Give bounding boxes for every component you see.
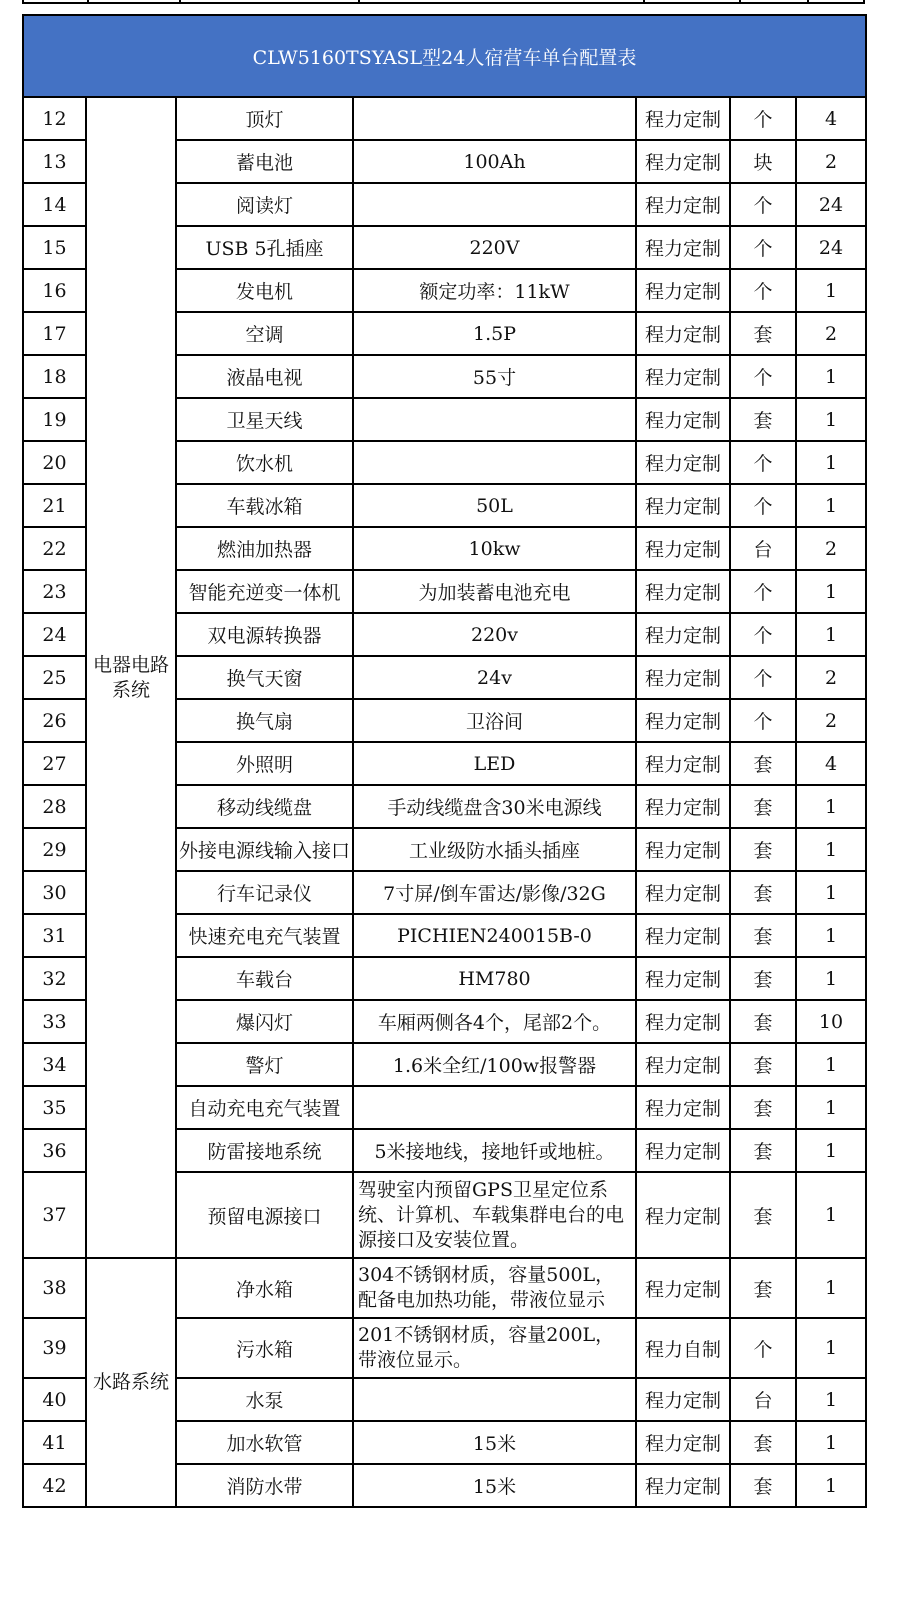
item-spec: 220v: [353, 613, 636, 656]
item-qty: 4: [796, 97, 866, 140]
item-name: 净水箱: [176, 1258, 353, 1318]
item-spec: 220V: [353, 226, 636, 269]
row-number: 19: [23, 398, 86, 441]
item-spec: 为加装蓄电池充电: [353, 570, 636, 613]
item-brand: 程力定制: [636, 1258, 730, 1318]
item-unit: 个: [730, 484, 796, 527]
item-qty: 1: [796, 398, 866, 441]
item-qty: 1: [796, 1378, 866, 1421]
item-brand: 程力自制: [636, 1318, 730, 1378]
previous-table-edge: [22, 0, 865, 4]
item-spec: [353, 398, 636, 441]
row-number: 20: [23, 441, 86, 484]
item-spec: [353, 1086, 636, 1129]
item-unit: 个: [730, 183, 796, 226]
item-name: 空调: [176, 312, 353, 355]
item-qty: 1: [796, 1318, 866, 1378]
item-qty: 1: [796, 828, 866, 871]
row-number: 35: [23, 1086, 86, 1129]
item-brand: 程力定制: [636, 742, 730, 785]
item-unit: 套: [730, 742, 796, 785]
item-spec: 驾驶室内预留GPS卫星定位系统、计算机、车载集群电台的电源接口及安装位置。: [353, 1172, 636, 1258]
row-number: 15: [23, 226, 86, 269]
item-spec: 24v: [353, 656, 636, 699]
row-number: 17: [23, 312, 86, 355]
item-brand: 程力定制: [636, 484, 730, 527]
item-unit: 套: [730, 1086, 796, 1129]
item-spec: 1.5P: [353, 312, 636, 355]
item-qty: 1: [796, 1043, 866, 1086]
item-brand: 程力定制: [636, 957, 730, 1000]
row-number: 27: [23, 742, 86, 785]
config-table-wrapper: [22, 14, 865, 1508]
row-number: 29: [23, 828, 86, 871]
item-qty: 4: [796, 742, 866, 785]
row-number: 40: [23, 1378, 86, 1421]
item-spec: 15米: [353, 1464, 636, 1507]
item-name: 污水箱: [176, 1318, 353, 1378]
item-name: 智能充逆变一体机: [176, 570, 353, 613]
item-brand: 程力定制: [636, 269, 730, 312]
item-brand: 程力定制: [636, 914, 730, 957]
item-spec: [353, 183, 636, 226]
item-spec: 55寸: [353, 355, 636, 398]
item-brand: 程力定制: [636, 1464, 730, 1507]
row-number: 23: [23, 570, 86, 613]
item-brand: 程力定制: [636, 398, 730, 441]
table-row: [23, 97, 866, 140]
item-qty: 1: [796, 484, 866, 527]
item-spec: 15米: [353, 1421, 636, 1464]
item-brand: 程力定制: [636, 1086, 730, 1129]
item-unit: 台: [730, 1378, 796, 1421]
row-number: 26: [23, 699, 86, 742]
item-name: 外照明: [176, 742, 353, 785]
item-name: 快速充电充气装置: [176, 914, 353, 957]
item-spec: PICHIEN240015B-0: [353, 914, 636, 957]
item-name: 液晶电视: [176, 355, 353, 398]
item-qty: 1: [796, 1172, 866, 1258]
item-unit: 个: [730, 656, 796, 699]
item-brand: 程力定制: [636, 613, 730, 656]
row-number: 25: [23, 656, 86, 699]
item-brand: 程力定制: [636, 1378, 730, 1421]
item-unit: 个: [730, 570, 796, 613]
item-spec: 1.6米全红/100w报警器: [353, 1043, 636, 1086]
item-brand: 程力定制: [636, 656, 730, 699]
item-spec: 5米接地线，接地钎或地桩。: [353, 1129, 636, 1172]
item-spec: 卫浴间: [353, 699, 636, 742]
item-name: 换气天窗: [176, 656, 353, 699]
item-spec: [353, 97, 636, 140]
item-spec: 工业级防水插头插座: [353, 828, 636, 871]
row-number: 13: [23, 140, 86, 183]
config-table: [22, 14, 867, 1508]
item-qty: 1: [796, 914, 866, 957]
item-name: 预留电源接口: [176, 1172, 353, 1258]
item-name: 移动线缆盘: [176, 785, 353, 828]
item-unit: 个: [730, 226, 796, 269]
item-name: 饮水机: [176, 441, 353, 484]
item-unit: 套: [730, 1258, 796, 1318]
item-name: 燃油加热器: [176, 527, 353, 570]
item-name: 换气扇: [176, 699, 353, 742]
row-number: 38: [23, 1258, 86, 1318]
item-unit: 个: [730, 441, 796, 484]
item-qty: 1: [796, 1464, 866, 1507]
item-qty: 1: [796, 1421, 866, 1464]
item-brand: 程力定制: [636, 1172, 730, 1258]
item-name: 自动充电充气装置: [176, 1086, 353, 1129]
item-unit: 块: [730, 140, 796, 183]
item-qty: 10: [796, 1000, 866, 1043]
item-unit: 套: [730, 1421, 796, 1464]
item-spec: 100Ah: [353, 140, 636, 183]
table-title: CLW5160TSYASL型24人宿营车单台配置表: [23, 15, 866, 97]
item-unit: 套: [730, 957, 796, 1000]
item-unit: 台: [730, 527, 796, 570]
item-brand: 程力定制: [636, 1129, 730, 1172]
group-water: 水路系统: [86, 1258, 176, 1507]
item-unit: 个: [730, 613, 796, 656]
item-brand: 程力定制: [636, 1000, 730, 1043]
item-name: 外接电源线输入接口: [176, 828, 353, 871]
row-number: 41: [23, 1421, 86, 1464]
item-qty: 1: [796, 613, 866, 656]
item-name: 车载台: [176, 957, 353, 1000]
item-unit: 个: [730, 699, 796, 742]
item-name: 加水软管: [176, 1421, 353, 1464]
item-unit: 套: [730, 312, 796, 355]
item-unit: 个: [730, 97, 796, 140]
item-spec: 50L: [353, 484, 636, 527]
item-brand: 程力定制: [636, 871, 730, 914]
item-name: 阅读灯: [176, 183, 353, 226]
item-spec: [353, 1378, 636, 1421]
item-brand: 程力定制: [636, 1421, 730, 1464]
item-name: 水泵: [176, 1378, 353, 1421]
item-name: 防雷接地系统: [176, 1129, 353, 1172]
item-name: 蓄电池: [176, 140, 353, 183]
row-number: 32: [23, 957, 86, 1000]
item-spec: LED: [353, 742, 636, 785]
item-spec: 201不锈钢材质，容量200L，带液位显示。: [353, 1318, 636, 1378]
item-name: USB 5孔插座: [176, 226, 353, 269]
item-unit: 个: [730, 1318, 796, 1378]
item-brand: 程力定制: [636, 828, 730, 871]
item-brand: 程力定制: [636, 355, 730, 398]
item-unit: 套: [730, 1129, 796, 1172]
item-brand: 程力定制: [636, 97, 730, 140]
item-qty: 1: [796, 1258, 866, 1318]
item-name: 爆闪灯: [176, 1000, 353, 1043]
item-name: 警灯: [176, 1043, 353, 1086]
table-row: [23, 1258, 866, 1318]
row-number: 36: [23, 1129, 86, 1172]
item-unit: 套: [730, 828, 796, 871]
item-qty: 1: [796, 871, 866, 914]
item-qty: 2: [796, 699, 866, 742]
row-number: 39: [23, 1318, 86, 1378]
item-qty: 1: [796, 785, 866, 828]
row-number: 12: [23, 97, 86, 140]
item-brand: 程力定制: [636, 785, 730, 828]
item-unit: 套: [730, 1172, 796, 1258]
item-unit: 套: [730, 398, 796, 441]
item-spec: 车厢两侧各4个，尾部2个。: [353, 1000, 636, 1043]
item-name: 双电源转换器: [176, 613, 353, 656]
item-unit: 套: [730, 1000, 796, 1043]
item-qty: 1: [796, 441, 866, 484]
item-spec: 手动线缆盘含30米电源线: [353, 785, 636, 828]
item-name: 发电机: [176, 269, 353, 312]
item-brand: 程力定制: [636, 140, 730, 183]
item-spec: 7寸屏/倒车雷达/影像/32G: [353, 871, 636, 914]
item-unit: 个: [730, 355, 796, 398]
item-unit: 套: [730, 871, 796, 914]
row-number: 14: [23, 183, 86, 226]
item-unit: 套: [730, 1043, 796, 1086]
item-qty: 1: [796, 570, 866, 613]
item-name: 消防水带: [176, 1464, 353, 1507]
item-brand: 程力定制: [636, 183, 730, 226]
item-brand: 程力定制: [636, 699, 730, 742]
item-spec: 304不锈钢材质，容量500L，配备电加热功能，带液位显示: [353, 1258, 636, 1318]
row-number: 24: [23, 613, 86, 656]
item-unit: 套: [730, 785, 796, 828]
group-electrical: 电器电路系统: [86, 97, 176, 1258]
item-qty: 2: [796, 527, 866, 570]
item-unit: 套: [730, 914, 796, 957]
item-qty: 1: [796, 1129, 866, 1172]
row-number: 31: [23, 914, 86, 957]
item-brand: 程力定制: [636, 441, 730, 484]
item-qty: 2: [796, 656, 866, 699]
item-spec: 10kw: [353, 527, 636, 570]
item-qty: 24: [796, 226, 866, 269]
item-brand: 程力定制: [636, 570, 730, 613]
item-qty: 2: [796, 312, 866, 355]
item-brand: 程力定制: [636, 226, 730, 269]
item-qty: 2: [796, 140, 866, 183]
item-unit: 套: [730, 1464, 796, 1507]
item-name: 行车记录仪: [176, 871, 353, 914]
row-number: 16: [23, 269, 86, 312]
row-number: 18: [23, 355, 86, 398]
item-spec: 额定功率：11kW: [353, 269, 636, 312]
item-unit: 个: [730, 269, 796, 312]
item-spec: HM780: [353, 957, 636, 1000]
row-number: 22: [23, 527, 86, 570]
item-name: 车载冰箱: [176, 484, 353, 527]
row-number: 28: [23, 785, 86, 828]
item-qty: 1: [796, 355, 866, 398]
item-qty: 1: [796, 269, 866, 312]
row-number: 33: [23, 1000, 86, 1043]
item-name: 卫星天线: [176, 398, 353, 441]
item-name: 顶灯: [176, 97, 353, 140]
row-number: 21: [23, 484, 86, 527]
item-qty: 1: [796, 1086, 866, 1129]
item-qty: 24: [796, 183, 866, 226]
row-number: 42: [23, 1464, 86, 1507]
row-number: 34: [23, 1043, 86, 1086]
item-brand: 程力定制: [636, 312, 730, 355]
item-brand: 程力定制: [636, 1043, 730, 1086]
row-number: 37: [23, 1172, 86, 1258]
item-spec: [353, 441, 636, 484]
item-qty: 1: [796, 957, 866, 1000]
row-number: 30: [23, 871, 86, 914]
item-brand: 程力定制: [636, 527, 730, 570]
